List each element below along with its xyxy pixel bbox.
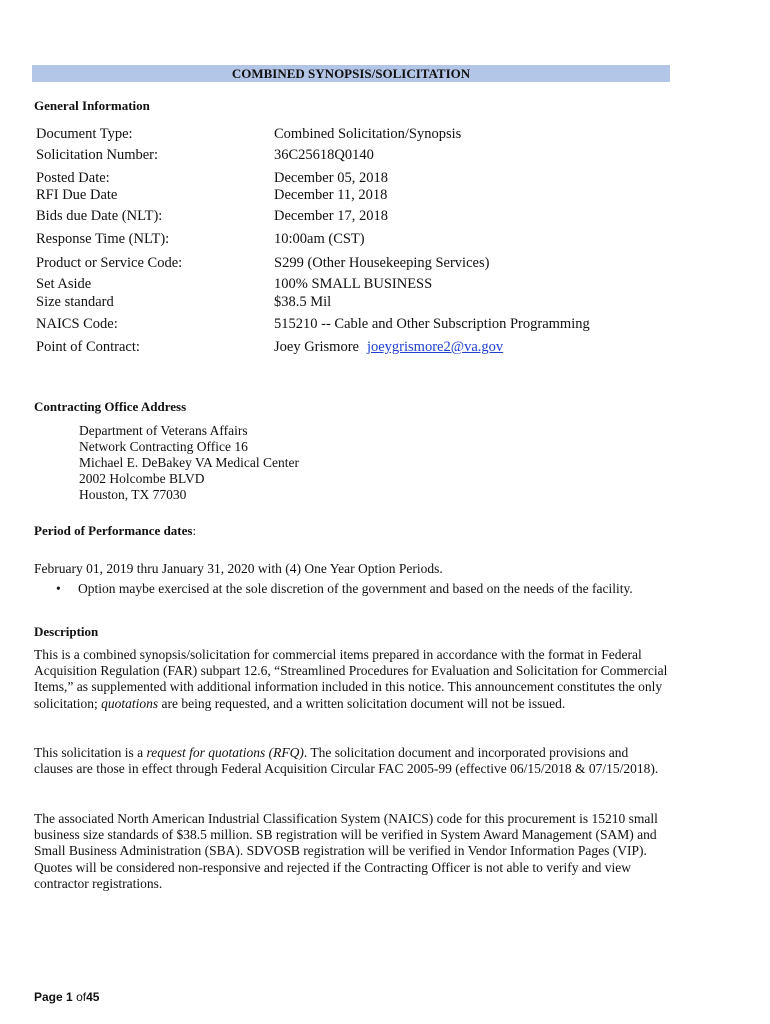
- info-value: S299 (Other Housekeeping Services): [274, 255, 490, 271]
- emphasis-text: request for quotations (RFQ): [146, 745, 304, 760]
- info-label: Document Type:: [36, 126, 133, 142]
- info-label: Product or Service Code:: [36, 255, 183, 271]
- page-number-footer: [34, 990, 99, 1004]
- contact-name: Joey Grismore: [274, 339, 359, 355]
- bullet-icon: •: [56, 581, 61, 596]
- address-line: Network Contracting Office 16: [79, 439, 248, 454]
- description-paragraph-3: The associated North American Industrial Classification System (NAICS) code for this procurement is 15210 small business size standards of $38.5 million. SB registration will be verified in System Award Management (SAM) and Small Business Administration (SBA). SDVOSB registration will be verified in Vendor Information Pages (VIP). Quotes will be considered non-responsive and rejected if the Contracting Officer is not able to verify and view contractor registrations.: [34, 811, 658, 891]
- period-heading-text: Period of Performance dates: [34, 523, 193, 538]
- address-line: Department of Veterans Affairs: [79, 423, 248, 438]
- of-label: of: [76, 990, 87, 1004]
- period-heading: [34, 523, 196, 539]
- period-text: February 01, 2019 thru January 31, 2020 with (4) One Year Option Periods.: [34, 561, 443, 576]
- info-value: December 05, 2018: [274, 170, 388, 186]
- info-value: Combined Solicitation/Synopsis: [274, 126, 462, 142]
- info-value: [274, 338, 503, 356]
- info-label: Posted Date:: [36, 170, 110, 186]
- info-label: Point of Contract:: [36, 339, 140, 355]
- info-label: RFI Due Date: [36, 187, 118, 203]
- text-run: . The solicitation document and incorporated provisions and clauses are those in effect through Federal Acquisition Circular FAC 2005-99 (effective 06/15/2018 & 07/15/2018).: [34, 745, 659, 777]
- info-value: 515210 -- Cable and Other Subscription Programming: [274, 316, 590, 332]
- info-label: Set Aside: [36, 276, 92, 292]
- text-run: This solicitation is a: [34, 745, 147, 760]
- address-line: Houston, TX 77030: [79, 487, 187, 502]
- description-paragraph-1: [34, 647, 669, 712]
- info-label: Solicitation Number:: [36, 147, 159, 163]
- page-label: Page: [34, 990, 63, 1004]
- info-value: December 11, 2018: [274, 187, 388, 203]
- info-value: $38.5 Mil: [274, 294, 332, 310]
- address-line: Michael E. DeBakey VA Medical Center: [79, 455, 299, 470]
- general-information-heading: General Information: [34, 98, 150, 113]
- emphasis-text: quotations: [101, 695, 159, 711]
- text-run: This is a combined synopsis/solicitation for commercial items prepared in accordance with the format in Federal Acquisition Regulation (FAR) subpart 12.6, “Streamlined Procedures for Evaluation and Solicitation for Commercial Items,” as supplemented with additional information included in this notice. This announcement constitutes the only solicitation;: [34, 647, 668, 711]
- info-value: 10:00am (CST): [274, 231, 365, 247]
- info-value: December 17, 2018: [274, 208, 388, 224]
- document-title-banner: COMBINED SYNOPSIS/SOLICITATION: [32, 65, 670, 82]
- bullet-text: Option maybe exercised at the sole discretion of the government and based on the needs of the facility.: [78, 581, 633, 596]
- contracting-office-address: [79, 423, 299, 503]
- period-heading-colon: :: [192, 523, 197, 538]
- info-label: NAICS Code:: [36, 316, 118, 332]
- description-heading: Description: [34, 624, 99, 639]
- period-bullet: [56, 581, 633, 597]
- address-line: 2002 Holcombe BLVD: [79, 471, 205, 486]
- description-paragraph-2: [34, 745, 669, 777]
- page-number: 1: [66, 990, 73, 1004]
- info-value: 100% SMALL BUSINESS: [274, 276, 433, 292]
- info-label: Bids due Date (NLT):: [36, 208, 163, 224]
- info-value: 36C25618Q0140: [274, 147, 374, 163]
- info-label: Response Time (NLT):: [36, 231, 170, 247]
- page-total: 45: [86, 990, 100, 1004]
- text-run: are being requested, and a written solicitation document will not be issued.: [158, 695, 566, 711]
- contact-email-link[interactable]: joeygrismore2@va.gov: [366, 339, 504, 355]
- info-label: Size standard: [36, 294, 114, 310]
- contracting-office-heading: Contracting Office Address: [34, 399, 187, 414]
